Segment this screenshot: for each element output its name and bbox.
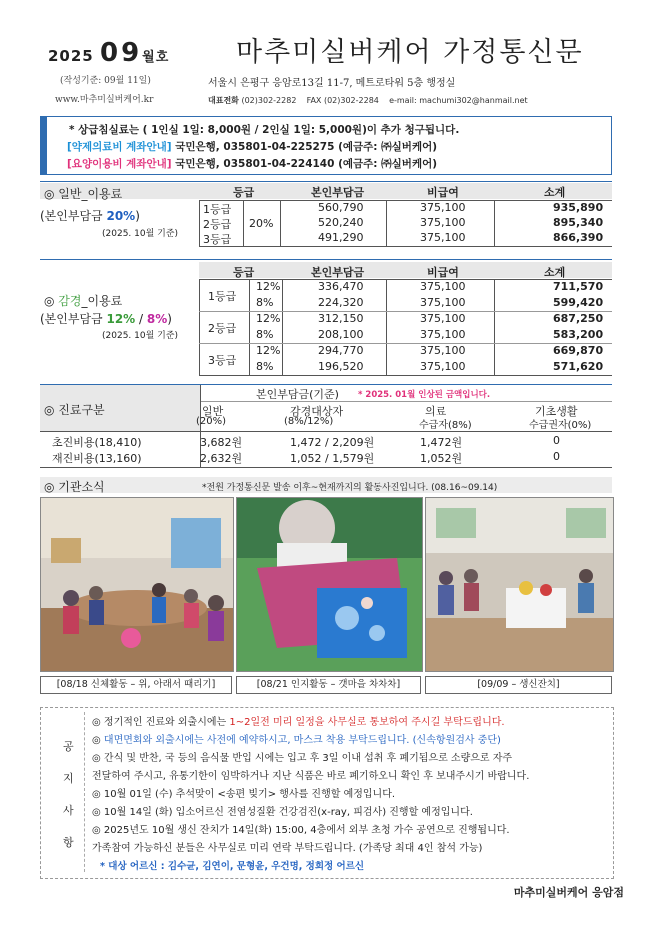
ratio-a: 12% (106, 312, 136, 326)
caption-birthday-party: [09/09 – 생신잔치] (425, 676, 612, 694)
notice-item-text: 전달하여 주시고, 유통기한이 임박하거나 지난 식품은 바로 폐기하오니 확인 후 보내주시기 바랍니다. (92, 771, 530, 782)
issue-label (48, 38, 169, 68)
col-nonpay: 비급여 (427, 186, 459, 199)
target-label: * 대상 어르신 : (100, 861, 168, 872)
row-rate: 8% (256, 328, 274, 341)
pharmacy-account-tag: [약제의료비 계좌안내] (67, 141, 172, 153)
row-rate: 8% (256, 296, 274, 309)
ratio-suffix: ) (167, 312, 172, 326)
col-nonpay: 비급여 (427, 266, 459, 279)
col-self-pay: 본인부담금 (311, 186, 365, 199)
col-grade: 등급 (233, 186, 255, 199)
medical-col-3-line1: 기초생활 (535, 405, 578, 418)
ratio-prefix: (본인부담금 (40, 209, 107, 223)
divider (40, 181, 612, 182)
row-subtotal: 599,420 (553, 296, 604, 309)
care-account (67, 156, 437, 171)
ratio-b: 8% (146, 312, 168, 326)
notice-item (92, 821, 510, 836)
notice-item-text: ◎ 10월 14일 (화) 입소어르신 전염성질환 건강검진(x-ray, 피검사) 진행할 예정입니다. (92, 807, 473, 818)
notice-item (92, 749, 512, 764)
row-rate: 12% (256, 280, 281, 293)
medical-row-value: 1,052 / 1,579원 (290, 452, 375, 465)
notice-side-char: 사 (63, 804, 74, 817)
row-self-pay: 520,240 (318, 216, 364, 229)
notice-item (92, 785, 395, 800)
reduced-fee-label (44, 292, 122, 309)
medical-col-3-line2: 수급권자(0%) (529, 420, 592, 431)
row-self-pay: 196,520 (318, 360, 364, 373)
medical-row-value: 2,632원 (200, 452, 243, 465)
row-rate: 12% (256, 344, 281, 357)
fee-notice-box (40, 116, 612, 175)
ratio-sep: / (135, 312, 147, 326)
reduced-fee-basis: (2025. 10월 기준) (102, 331, 179, 341)
issue-suffix: 호 (155, 50, 170, 65)
row-nonpay: 375,100 (420, 344, 466, 357)
news-note: *전원 가정통신문 발송 이후~현재까지의 활동사진입니다. (08.16~09.14) (202, 483, 498, 493)
footer-org: 마추미실버케어 응암점 (513, 886, 624, 899)
medical-row-name: 재진비용(13,160) (52, 452, 142, 465)
row-nonpay: 375,100 (420, 231, 466, 244)
notice-accent-bar (41, 117, 47, 174)
medical-row-value: 0 (553, 434, 560, 447)
medical-col-1-line2: (8%/12%) (284, 416, 334, 427)
contact-line (208, 95, 528, 106)
divider (40, 259, 612, 260)
notice-item-text: 가족참여 가능하신 분들은 사무실로 미리 연락 부탁드립니다. (가족당 최대 4인 참석 가능) (92, 843, 483, 854)
row-subtotal: 583,200 (553, 328, 604, 341)
notice-item-highlight: 대면면회와 외출시에는 사전에 예약하시고, 마스크 착용 부탁드립니다. (신속항원검사 중단) (103, 735, 501, 746)
row-self-pay: 560,790 (318, 201, 364, 214)
label-suffix: _이용료 (81, 294, 123, 308)
caption-cognitive-activity: [08/21 인지활동 – 갯마을 차차차] (236, 676, 421, 694)
photo-birthday-party[interactable] (425, 497, 614, 672)
row-subtotal: 687,250 (553, 312, 604, 325)
medical-col-0-line2: (20%) (196, 416, 227, 427)
general-fee-basis: (2025. 10월 기준) (102, 229, 179, 239)
notice-side-char: 항 (63, 836, 74, 849)
row-self-pay: 224,320 (318, 296, 364, 309)
general-fee-label: ◎ 일반_이용료 (44, 187, 123, 201)
ratio-prefix: (본인부담금 (40, 312, 107, 326)
row-self-pay: 312,150 (318, 312, 364, 325)
address: 서울시 은평구 응암로13길 11-7, 메트로타워 5층 행정실 (208, 78, 456, 89)
photo-cognitive-activity[interactable] (236, 497, 423, 672)
room-charge-note: * 상급침실료는 ( 1인실 1일: 8,000원 / 2인실 1일: 5,000원)이 추가 청구됩니다. (69, 124, 460, 136)
ratio-suffix: ) (135, 209, 140, 223)
row-grade: 1등급 (203, 203, 232, 216)
general-rate: 20% (249, 217, 274, 230)
month-suffix: 월 (142, 50, 156, 65)
notice-item-highlight: 1~2일전 미리 일정을 사무실로 통보하여 주시길 부탁드립니다. (229, 717, 505, 728)
notice-item-text: ◎ 간식 및 반찬, 국 등의 음식물 반입 시에는 입고 후 3일 이내 섭취 후 폐기됨으로 소량으로 자주 (92, 753, 513, 764)
notice-item-text: ◎ 정기적인 진료와 외출시에는 (92, 717, 230, 728)
row-rate: 12% (256, 312, 281, 325)
col-grade: 등급 (233, 266, 255, 279)
row-self-pay: 294,770 (318, 344, 364, 357)
row-nonpay: 375,100 (420, 360, 466, 373)
col-subtotal: 소계 (544, 266, 566, 279)
reduced-fee-ratio (40, 310, 172, 327)
care-account-tag: [요양이용비 계좌안내] (67, 158, 172, 170)
medical-col-1-line1: 감경대상자 (290, 405, 344, 418)
care-account-info: 국민은행, 035801-04-224140 (예금주: ㈜실버케어) (175, 158, 438, 170)
label-colored: 감경 (58, 294, 82, 308)
news-label: ◎ 기관소식 (44, 480, 105, 494)
photo-cognitive-activity-image (237, 498, 422, 671)
general-fee-ratio (40, 207, 140, 224)
medical-col-0-line1: 일반 (202, 405, 224, 418)
medical-row-value: 1,052원 (420, 452, 463, 465)
row-subtotal: 711,570 (553, 280, 604, 293)
medical-top-note: * 2025. 01월 인상된 금액입니다. (358, 390, 491, 400)
row-self-pay: 208,100 (318, 328, 364, 341)
medical-row-value: 3,682원 (200, 436, 243, 449)
row-grade: 2등급 (203, 218, 232, 231)
issue-month: 09 (99, 38, 143, 68)
pharmacy-account-info: 국민은행, 035801-04-225275 (예금주: ㈜실버케어) (175, 141, 438, 153)
photo-physical-activity-image (41, 498, 233, 671)
issue-year: 2025 (48, 47, 94, 65)
notice-item-text: ◎ 2025년도 10월 생신 잔치가 14일(화) 15:00, 4층에서 외부 초청 가수 공연으로 진행됩니다. (92, 825, 510, 836)
row-grade: 3등급 (203, 233, 232, 246)
row-subtotal: 571,620 (553, 360, 604, 373)
newsletter-title: 마추미실버케어 가정통신문 (236, 37, 584, 68)
notice-item (92, 713, 505, 728)
row-nonpay: 375,100 (420, 201, 466, 214)
caption-physical-activity: [08/18 신체활동 – 위, 아래서 때리기] (40, 676, 232, 694)
medical-row-value: 0 (553, 450, 560, 463)
notice-side-char: 공 (63, 740, 74, 753)
photo-birthday-party-image (426, 498, 613, 671)
target-line (100, 858, 364, 872)
notice-item (92, 731, 501, 746)
col-subtotal: 소계 (544, 186, 566, 199)
row-grade: 2등급 (208, 322, 237, 335)
col-self-pay: 본인부담금 (311, 266, 365, 279)
medical-col-2-line2: 수급자(8%) (419, 420, 472, 431)
medical-col-2-line1: 의료 (425, 405, 447, 418)
website-link[interactable]: www.마추미실버케어.kr (55, 95, 154, 105)
email-link[interactable]: e-mail: machumi302@hanmail.net (389, 96, 528, 105)
target-names: 김수균, 김연이, 문형윤, 우건명, 정희정 어르신 (167, 861, 365, 872)
notice-item (92, 803, 473, 818)
notice-item-text: ◎ 10월 01일 (수) 추석맞이 <송편 빚기> 행사를 진행할 예정입니다. (92, 789, 396, 800)
row-grade: 1등급 (208, 290, 237, 303)
photo-physical-activity[interactable] (40, 497, 234, 672)
row-nonpay: 375,100 (420, 312, 466, 325)
label-prefix: ◎ (44, 294, 59, 308)
notice-item-text: ◎ (92, 735, 104, 746)
medical-top-header: 본인부담금(기준) (256, 388, 339, 401)
row-rate: 8% (256, 360, 274, 373)
medical-row-value: 1,472원 (420, 436, 463, 449)
notice-item (92, 839, 482, 854)
row-subtotal: 669,870 (553, 344, 604, 357)
ratio-value: 20% (106, 209, 136, 223)
row-grade: 3등급 (208, 354, 237, 367)
row-self-pay: 491,290 (318, 231, 364, 244)
medical-label: ◎ 진료구분 (44, 403, 105, 417)
pharmacy-account (67, 139, 437, 154)
notice-side-char: 지 (63, 772, 74, 785)
fax: FAX (02)302-2284 (306, 96, 379, 105)
row-nonpay: 375,100 (420, 328, 466, 341)
row-subtotal: 895,340 (553, 216, 604, 229)
written-date: (작성기준: 09월 11일) (60, 76, 151, 86)
row-self-pay: 336,470 (318, 280, 364, 293)
row-subtotal: 935,890 (553, 201, 604, 214)
row-subtotal: 866,390 (553, 231, 604, 244)
row-nonpay: 375,100 (420, 280, 466, 293)
phone: (02)302-2282 (241, 96, 297, 105)
phone-label: 대표전화 (208, 96, 239, 105)
notice-item (92, 767, 529, 782)
medical-row-name: 초진비용(18,410) (52, 436, 142, 449)
medical-row-value: 1,472 / 2,209원 (290, 436, 375, 449)
row-nonpay: 375,100 (420, 296, 466, 309)
row-nonpay: 375,100 (420, 216, 466, 229)
